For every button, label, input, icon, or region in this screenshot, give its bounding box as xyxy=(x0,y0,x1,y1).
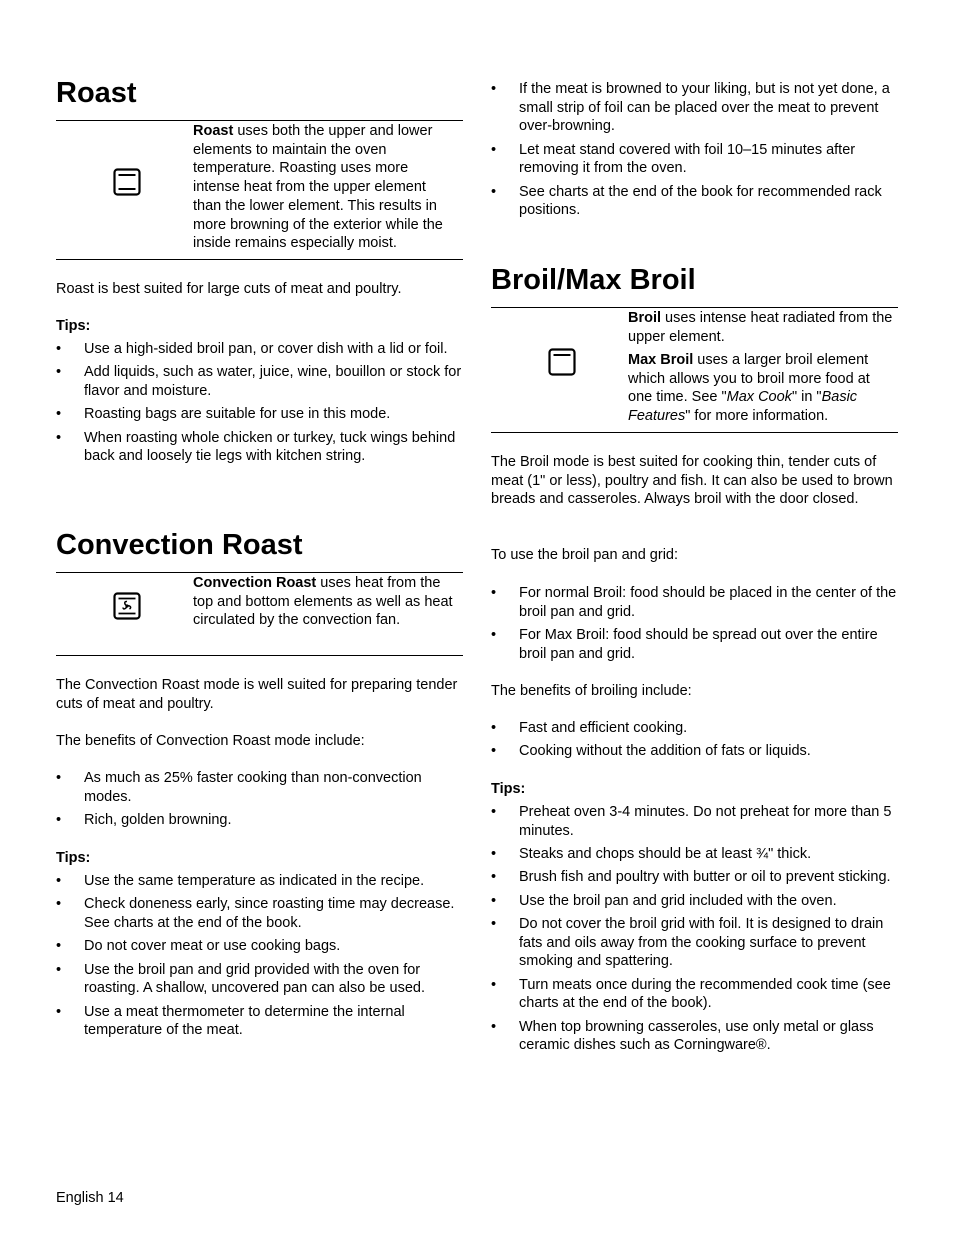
roast-mode-box xyxy=(56,120,463,260)
convection-roast-heading: Convection Roast xyxy=(56,529,303,561)
convection-roast-mode-name: Convection Roast xyxy=(193,575,317,591)
roast-tips-list xyxy=(56,340,463,471)
list-item: • Do not cover meat or use cooking bags. xyxy=(56,937,463,956)
list-item: • Do not cover the broil grid with foil. It is designed to drain fats and oils away from the cooking surface to prevent smoking and spattering. xyxy=(491,915,898,971)
oven-roast-icon xyxy=(113,168,141,196)
oven-broil-icon xyxy=(548,348,576,376)
roast-heading: Roast xyxy=(56,77,137,109)
list-item: • Roasting bags are suitable for use in this mode. xyxy=(56,405,463,424)
list-item: • Use a high-sided broil pan, or cover dish with a lid or foil. xyxy=(56,340,463,359)
roast-mode-description xyxy=(193,122,458,253)
broil-mode-box xyxy=(491,307,898,433)
roast-intro: Roast is best suited for large cuts of meat and poultry. xyxy=(56,281,402,297)
broil-description xyxy=(628,309,893,346)
convection-roast-benefits-intro: The benefits of Convection Roast mode include: xyxy=(56,733,365,749)
convection-roast-mode-text: uses heat from the top and bottom elements as well as heat circulated by the convection fan. xyxy=(193,575,453,629)
roast-mode-text: uses both the upper and lower elements to maintain the oven temperature. Roasting uses more intense heat from the upper element than the lower element. This results in more browning of the exterior while the inside remains especially moist. xyxy=(193,123,443,252)
convection-roast-benefits-list xyxy=(56,769,463,834)
list-item: • For Max Broil: food should be spread out over the entire broil pan and grid. xyxy=(491,626,898,663)
list-item: • Use the same temperature as indicated in the recipe. xyxy=(56,872,463,891)
convection-roast-mode-description xyxy=(193,574,458,630)
max-broil-mode-name: Max Broil xyxy=(628,352,694,368)
broil-mode-text: uses intense heat radiated from the upper element. xyxy=(628,310,893,345)
page-footer: English 14 xyxy=(56,1190,124,1206)
list-item: • Use a meat thermometer to determine the internal temperature of the meat. xyxy=(56,1003,463,1040)
convection-roast-intro: The Convection Roast mode is well suited for preparing tender cuts of meat and poultry. xyxy=(56,677,458,712)
convection-roast-mode-box xyxy=(56,572,463,656)
max-broil-text-1: uses a larger broil element which allows you to broil more food at one time. See " xyxy=(628,352,870,406)
list-item: • If the meat is browned to your liking, but is not yet done, a small strip of foil can be placed over the meat to prevent over-browning. xyxy=(491,80,898,136)
broil-tips-list xyxy=(491,803,898,1060)
list-item: • Preheat oven 3-4 minutes. Do not preheat for more than 5 minutes. xyxy=(491,803,898,840)
list-item: • As much as 25% faster cooking than non-convection modes. xyxy=(56,769,463,806)
broil-mode-description xyxy=(628,309,893,426)
list-item: • Turn meats once during the recommended cook time (see charts at the end of the book). xyxy=(491,976,898,1013)
broil-tips-label: Tips: xyxy=(491,781,526,797)
list-item: • When roasting whole chicken or turkey, tuck wings behind back and loosely tie legs with kitchen string. xyxy=(56,429,463,466)
list-item: • Brush fish and poultry with butter or oil to prevent sticking. xyxy=(491,868,898,887)
list-item: • For normal Broil: food should be placed in the center of the broil pan and grid. xyxy=(491,584,898,621)
list-item: • Fast and efficient cooking. xyxy=(491,719,898,738)
list-item: • When top browning casseroles, use only metal or glass ceramic dishes such as Corningware®. xyxy=(491,1018,898,1055)
list-item: • Add liquids, such as water, juice, wine, bouillon or stock for flavor and moisture. xyxy=(56,363,463,400)
basic-features-reference: Basic Features xyxy=(628,389,858,425)
max-cook-reference: Max Cook xyxy=(726,389,792,406)
broil-pan-list xyxy=(491,584,898,668)
max-broil-description xyxy=(628,351,893,426)
broil-mode-name: Broil xyxy=(628,310,662,326)
broil-benefits-intro: The benefits of broiling include: xyxy=(491,683,692,699)
roast-tips-continued-list xyxy=(491,80,898,225)
list-item: • Use the broil pan and grid included with the oven. xyxy=(491,892,898,911)
list-item: • Cooking without the addition of fats or liquids. xyxy=(491,742,898,761)
max-broil-text-2: " in " xyxy=(791,389,822,406)
broil-benefits-list xyxy=(491,719,898,766)
list-item: • Use the broil pan and grid provided with the oven for roasting. A shallow, uncovered pan can also be used. xyxy=(56,961,463,998)
list-item: • Check doneness early, since roasting time may decrease. See charts at the end of the book. xyxy=(56,895,463,932)
list-item: • Rich, golden browning. xyxy=(56,811,463,830)
list-item: • See charts at the end of the book for recommended rack positions. xyxy=(491,183,898,220)
list-item: • Steaks and chops should be at least ¾" thick. xyxy=(491,845,898,864)
convection-roast-tips-label: Tips: xyxy=(56,850,91,866)
broil-pan-intro: To use the broil pan and grid: xyxy=(491,547,679,563)
oven-convection-fan-icon xyxy=(113,592,141,620)
broil-intro: The Broil mode is best suited for cooking thin, tender cuts of meat (1" or less), poultry and fish. It can also be used to brown breads and casseroles. Always broil with the door closed. xyxy=(491,454,893,508)
list-item: • Let meat stand covered with foil 10–15 minutes after removing it from the oven. xyxy=(491,141,898,178)
broil-heading: Broil/Max Broil xyxy=(491,264,696,296)
roast-tips-label: Tips: xyxy=(56,318,91,334)
roast-mode-name: Roast xyxy=(193,123,234,139)
convection-roast-tips-list xyxy=(56,872,463,1045)
max-broil-text-3: " for more information. xyxy=(685,408,829,425)
